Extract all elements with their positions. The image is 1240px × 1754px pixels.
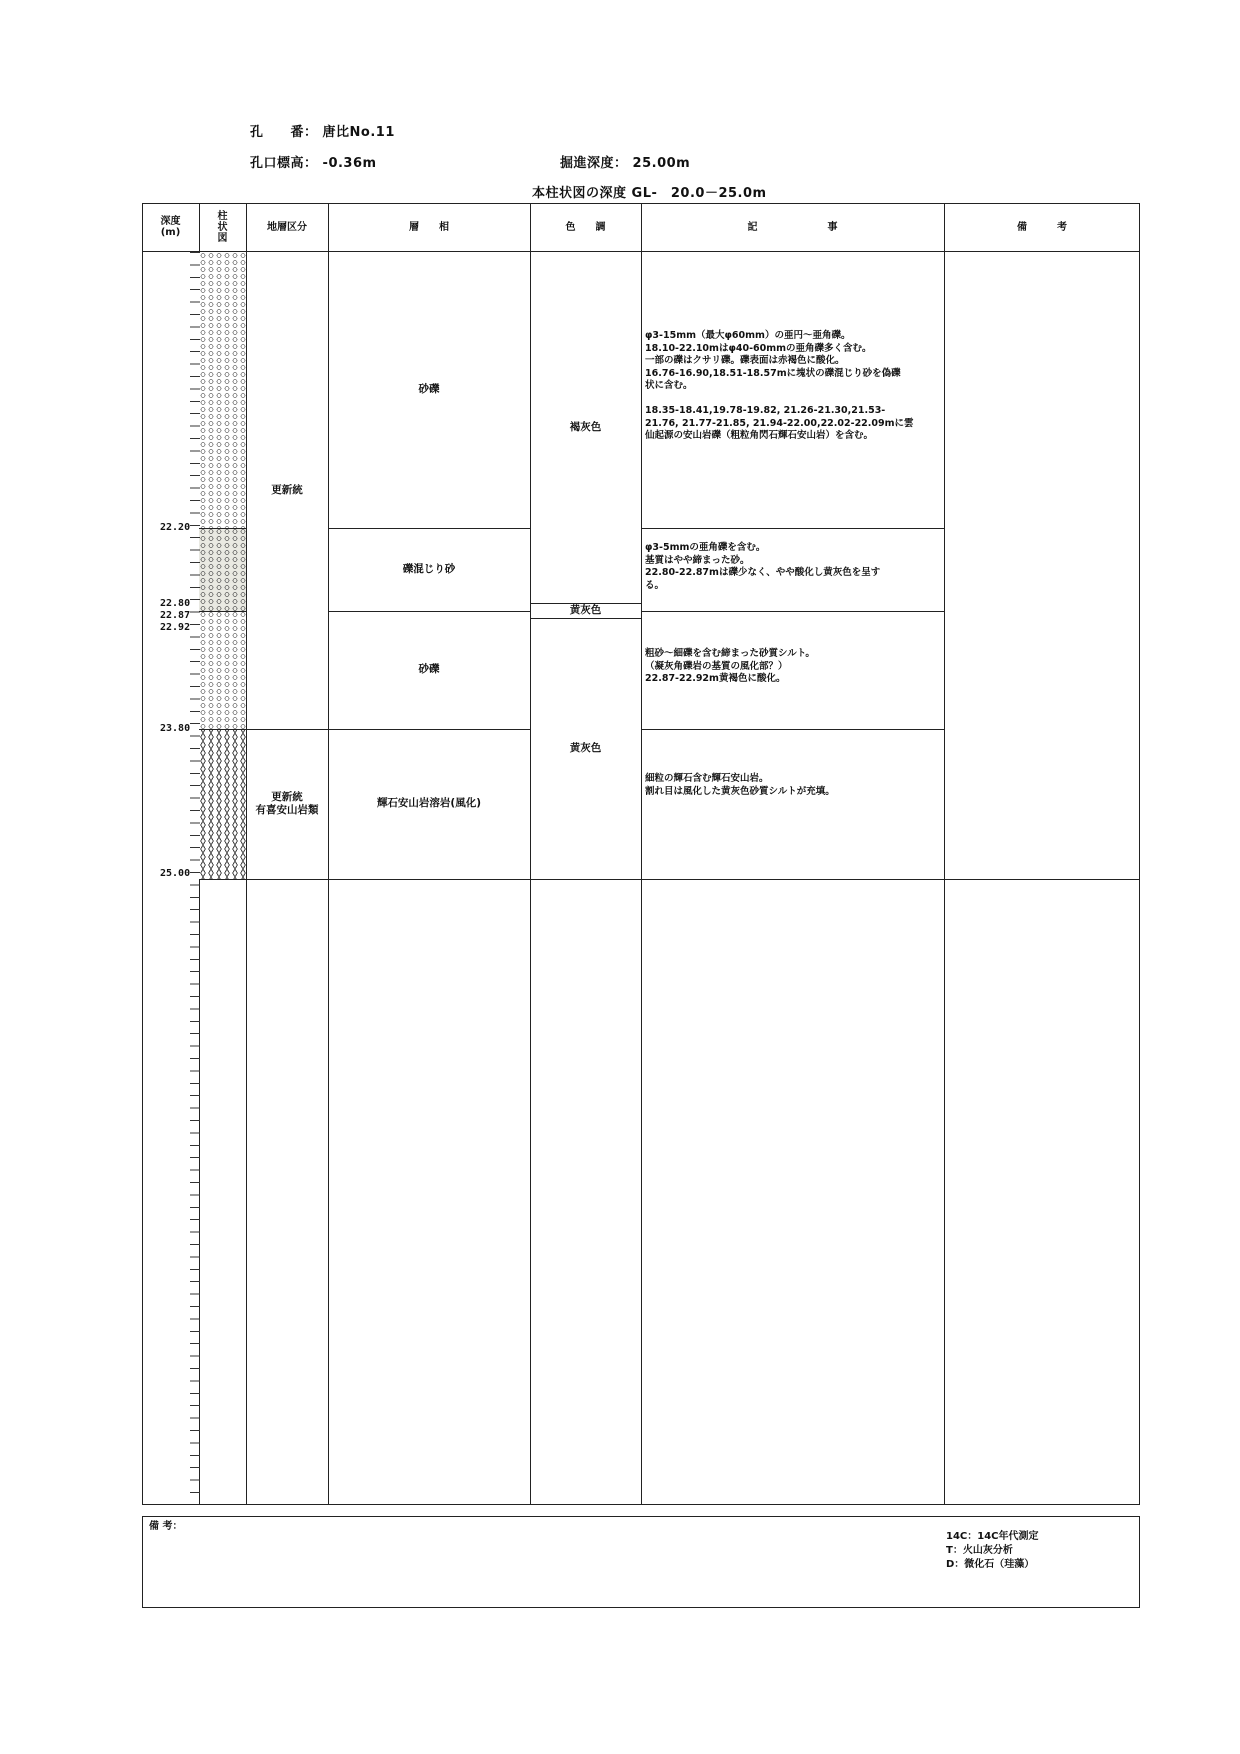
legend-14c: 14C：14C年代測定 [946,1531,1039,1542]
stratum-pleistocene-andesite: 更新統 有喜安山岩類 [255,790,319,816]
depth-label-23-80: 23.80 [160,723,191,734]
header-column-diagram: 柱 状 図 [217,210,228,244]
gravel-pattern-1 [199,252,246,528]
header-description: 記 事 [747,221,838,233]
boundary-23-80-desc [641,729,944,730]
header-remarks: 備 考 [1017,221,1067,233]
depth-label-22-80: 22.80 [160,598,191,609]
description-4: 細粒の輝石含む輝石安山岩。 割れ目は風化した黄灰色砂質シルトが充填。 [645,773,835,797]
description-2: φ3-5mmの亜角礫を含む。 基質はやや締まった砂。 22.80-22.87mは礫少なく、やや酸化し黄灰色を呈す る。 [645,542,881,591]
depth-label-25-00: 25.00 [160,868,191,879]
col-divider-6 [944,203,945,1505]
hole-number-value: 唐比No.11 [322,125,395,140]
stratum-pleistocene: 更新統 [271,483,303,496]
legend-tephra: T：火山灰分析 [946,1545,1013,1556]
facies-gravelly-sand: 礫混じり砂 [402,562,456,575]
boundary-25-00 [199,879,1140,880]
header-depth: 深度 (m) [160,216,181,238]
color-brownish-gray: 褐灰色 [569,420,602,433]
depth-label-22-87: 22.87 [160,610,191,621]
collar-elevation [250,152,377,171]
legend-microfossil: D：微化石（珪藻） [946,1559,1035,1570]
drilling-depth-value: 25.00m [632,156,691,171]
depth-range-title: 本柱状図の深度 GL- 20.0－25.0m [532,186,767,201]
hole-number-label: 孔 番： [250,125,318,140]
col-divider-5 [641,203,642,1505]
boundary-22-80-col [199,611,246,612]
boundary-22-20-col [199,528,246,529]
remarks-label: 備 考： [149,1521,183,1532]
facies-andesite-lava: 輝石安山岩溶岩(風化) [376,797,482,810]
boundary-22-80-desc [641,611,944,612]
description-1: φ3-15mm（最大φ60mm）の亜円～亜角礫。 18.10-22.10mはφ40-60mmの亜角礫多く含む。 一部の礫はクサリ礫。礫表面は赤褐色に酸化。 16.76-16.90,18.51-18.57mに塊状の礫混じり砂を偽礫 状に含む。 18.35-18.41,19.78-19.82, 21.26-21.30,21.53- 21.76, 21.77-21.85, 21.94-22.00,22.02-22.09mに雲 仙起源の安山岩礫（粗粒角閃石輝石安山岩）を含む。 [645,330,914,442]
collar-elevation-label: 孔口標高： [250,156,318,171]
andesite-pattern [199,729,246,879]
header-stratum: 地層区分 [267,221,307,233]
facies-sandy-gravel-2: 砂礫 [418,663,440,676]
drilling-depth [560,152,690,171]
depth-scale [190,252,200,1504]
gravel-sand-pattern [199,528,246,611]
collar-elevation-value: -0.36m [322,156,377,171]
depth-label-22-92: 22.92 [160,622,191,633]
gravel-pattern-2 [199,611,246,729]
drilling-depth-label: 掘進深度： [560,156,628,171]
facies-sandy-gravel-1: 砂礫 [418,383,440,396]
hole-number [250,121,395,140]
header-facies: 層 相 [409,221,449,233]
header-color: 色 調 [565,221,606,233]
color-yellowish-gray-2: 黄灰色 [569,741,602,754]
color-yellowish-gray-1: 黄灰色 [569,603,602,616]
depth-label-22-20: 22.20 [160,522,191,533]
description-3: 粗砂～細礫を含む締まった砂質シルト。 （凝灰角礫岩の基質の風化部？） 22.87-22.92m黄褐色に酸化。 [645,648,815,685]
boundary-22-20-desc [641,528,944,529]
